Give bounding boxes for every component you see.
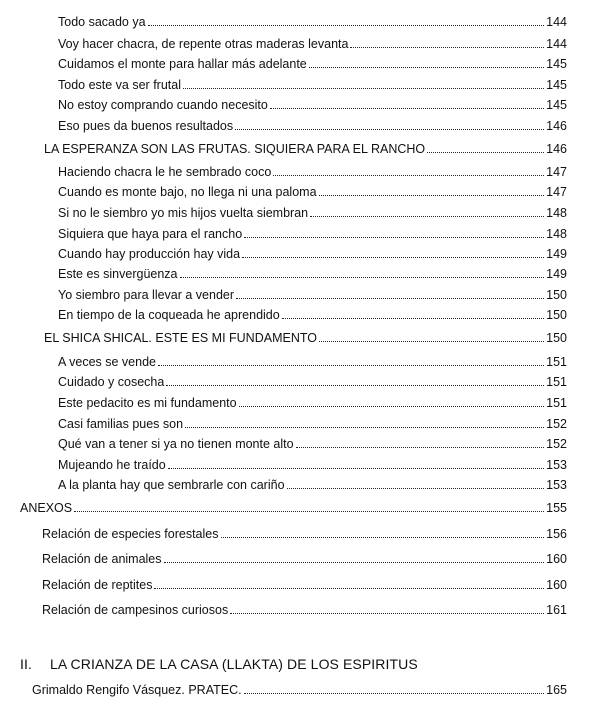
- toc-entry-title: Relación de campesinos curiosos: [42, 603, 229, 617]
- toc-entry: [58, 120, 567, 133]
- part-numeral: II.: [20, 656, 32, 672]
- dot-leader: [221, 537, 545, 538]
- toc-entry: [58, 397, 567, 410]
- toc-entry-page: 144: [546, 37, 567, 51]
- toc-entry: [58, 268, 567, 281]
- toc-entry-title: Mujeando he traído: [58, 458, 166, 472]
- dot-leader: [183, 88, 544, 89]
- dot-leader: [239, 406, 545, 407]
- dot-leader: [74, 511, 544, 512]
- toc-entry: [58, 376, 567, 389]
- toc-entry: [58, 479, 567, 492]
- toc-entry: [58, 166, 567, 179]
- toc-section-page: 150: [546, 331, 567, 345]
- toc-entry-page: 147: [546, 165, 567, 179]
- toc-entry: [58, 186, 567, 199]
- toc-entry-title: Cuidamos el monte para hallar más adelante: [58, 57, 307, 71]
- toc-entry-title: Si no le siembro yo mis hijos vuelta siembran: [58, 206, 309, 220]
- toc-entry: [58, 438, 567, 451]
- toc-entry-title: Relación de reptites: [42, 578, 153, 592]
- toc-entry-page: 160: [546, 552, 567, 566]
- toc-entry-title: Yo siembro para llevar a vender: [58, 288, 235, 302]
- toc-entry-page: 151: [546, 355, 567, 369]
- dot-leader: [236, 298, 544, 299]
- dot-leader: [235, 129, 544, 130]
- toc-annex-entry: [42, 553, 567, 566]
- toc-entry-page: 161: [546, 603, 567, 617]
- part-title: LA CRIANZA DE LA CASA (LLAKTA) DE LOS ESPIRITUS: [50, 656, 418, 672]
- toc-entry-title: Eso pues da buenos resultados: [58, 119, 234, 133]
- part-heading: [20, 656, 418, 672]
- toc-annexes: [20, 502, 567, 515]
- toc-entry: [58, 79, 567, 92]
- toc-annexes-page: 155: [546, 501, 567, 515]
- toc-entry-page: 156: [546, 527, 567, 541]
- toc-entry-title: Este es sinvergüenza: [58, 267, 178, 281]
- toc-entry-title: Relación de animales: [42, 552, 162, 566]
- dot-leader: [273, 175, 544, 176]
- toc-entry-page: 148: [546, 227, 567, 241]
- dot-leader: [180, 277, 545, 278]
- toc-entry-page: 149: [546, 267, 567, 281]
- toc-entry-title: Todo este va ser frutal: [58, 78, 181, 92]
- toc-entry-title: A la planta hay que sembrarle con cariño: [58, 478, 285, 492]
- toc-entry-title: No estoy comprando cuando necesito: [58, 98, 268, 112]
- toc-entry-title: Qué van a tener si ya no tienen monte alto: [58, 437, 294, 451]
- toc-entry-title: Casi familias pues son: [58, 417, 184, 431]
- toc-entry-page: 150: [546, 288, 567, 302]
- dot-leader: [310, 216, 544, 217]
- toc-entry-title: Cuando es monte bajo, no llega ni una paloma: [58, 185, 317, 199]
- dot-leader: [158, 365, 544, 366]
- toc-entry-title: Cuidado y cosecha: [58, 375, 165, 389]
- toc-entry: [58, 16, 567, 29]
- toc-entry-page: 145: [546, 57, 567, 71]
- dot-leader: [427, 152, 544, 153]
- dot-leader: [282, 318, 544, 319]
- dot-leader: [244, 693, 545, 694]
- toc-entry-title: Haciendo chacra le he sembrado coco: [58, 165, 272, 179]
- toc-entry: [58, 309, 567, 322]
- toc-entry: [58, 289, 567, 302]
- dot-leader: [319, 341, 544, 342]
- toc-entry: [58, 99, 567, 112]
- dot-leader: [154, 588, 544, 589]
- toc-entry-page: 153: [546, 458, 567, 472]
- toc-annex-entry: [42, 579, 567, 592]
- toc-entry: [58, 207, 567, 220]
- toc-entry-page: 151: [546, 396, 567, 410]
- dot-leader: [242, 257, 544, 258]
- toc-entry-page: 160: [546, 578, 567, 592]
- toc-entry-page: 149: [546, 247, 567, 261]
- dot-leader: [168, 468, 544, 469]
- toc-section-title: LA ESPERANZA SON LAS FRUTAS. SIQUIERA PARA EL RANCHO: [44, 142, 426, 156]
- toc-entry: [58, 248, 567, 261]
- toc-entry-page: 145: [546, 98, 567, 112]
- toc-section: [44, 332, 567, 345]
- toc-entry-page: 152: [546, 437, 567, 451]
- toc-entry-title: Este pedacito es mi fundamento: [58, 396, 237, 410]
- toc-entry: [58, 356, 567, 369]
- toc-entry-title: Voy hacer chacra, de repente otras maderas levanta: [58, 37, 349, 51]
- toc-entry-title: En tiempo de la coqueada he aprendido: [58, 308, 280, 322]
- toc-entry-page: 146: [546, 119, 567, 133]
- dot-leader: [350, 47, 544, 48]
- toc-author-page: 165: [546, 683, 567, 697]
- toc-entry: [58, 38, 567, 51]
- dot-leader: [185, 427, 544, 428]
- toc-entry-title: Cuando hay producción hay vida: [58, 247, 241, 261]
- dot-leader: [164, 562, 545, 563]
- toc-annexes-title: ANEXOS: [20, 501, 73, 515]
- toc-entry-page: 144: [546, 15, 567, 29]
- toc-entry-page: 153: [546, 478, 567, 492]
- toc-entry: [58, 459, 567, 472]
- toc-annex-entry: [42, 604, 567, 617]
- toc-entry: [58, 58, 567, 71]
- dot-leader: [244, 237, 544, 238]
- dot-leader: [148, 25, 545, 26]
- toc-entry-title: Relación de especies forestales: [42, 527, 219, 541]
- toc-entry-page: 150: [546, 308, 567, 322]
- toc-entry: [58, 418, 567, 431]
- dot-leader: [270, 108, 544, 109]
- dot-leader: [309, 67, 544, 68]
- dot-leader: [296, 447, 545, 448]
- toc-entry-page: 145: [546, 78, 567, 92]
- dot-leader: [319, 195, 545, 196]
- toc-author-title: Grimaldo Rengifo Vásquez. PRATEC.: [32, 683, 242, 697]
- toc-entry-page: 151: [546, 375, 567, 389]
- toc-section: [44, 143, 567, 156]
- toc-entry-title: A veces se vende: [58, 355, 156, 369]
- toc-annex-entry: [42, 528, 567, 541]
- toc-entry-page: 148: [546, 206, 567, 220]
- dot-leader: [230, 613, 544, 614]
- toc-entry: [58, 228, 567, 241]
- toc-entry-page: 147: [546, 185, 567, 199]
- dot-leader: [287, 488, 545, 489]
- toc-section-title: EL SHICA SHICAL. ESTE ES MI FUNDAMENTO: [44, 331, 317, 345]
- toc-entry-title: Todo sacado ya: [58, 15, 146, 29]
- toc-entry-page: 152: [546, 417, 567, 431]
- dot-leader: [166, 385, 544, 386]
- toc-author-entry: [32, 684, 567, 697]
- toc-section-page: 146: [546, 142, 567, 156]
- toc-entry-title: Siquiera que haya para el rancho: [58, 227, 243, 241]
